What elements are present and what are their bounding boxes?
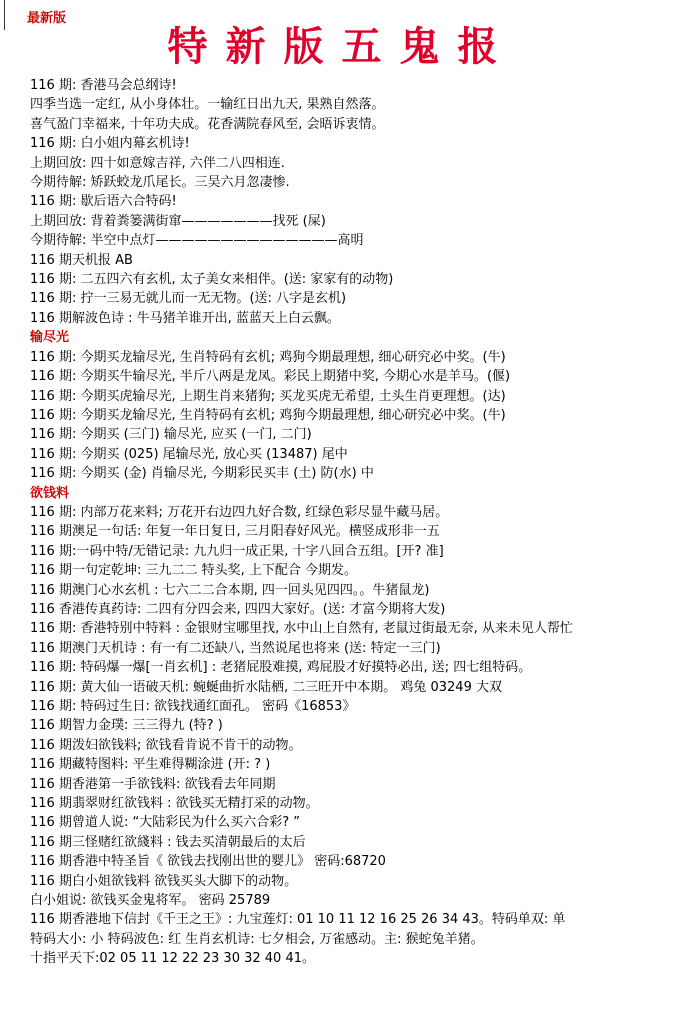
text-line: 特码大小: 小 特码波色: 红 生肖玄机诗: 七夕相会, 万雀感动。主: 猴蛇兔羊猪。 — [30, 931, 484, 947]
text-line: 116 香港传真药诗: 二四有分四会来, 四四大家好。(送: 才富今期将大发) — [30, 601, 446, 617]
text-line: 116 期曾道人说: “大陆彩民为什么买六合彩? ” — [30, 815, 300, 831]
text-line: 116 期: 内部万花来料; 万花开右边四九好合数, 红绿色彩尽显牛藏马居。 — [30, 504, 449, 520]
text-line: 116 期香港第一手欲钱料: 欲钱看去年同期 — [30, 776, 276, 792]
text-line: 116 期: 特码过生日: 欲钱找通红面孔。 密码《16853》 — [30, 699, 356, 714]
text-line: 116 期解波色诗 : 牛马猪羊谁开出, 蓝蓝天上白云飘。 — [30, 310, 340, 326]
text-line: 116 期: 二五四六有玄机, 太子美女来相伴。(送: 家家有的动物) — [30, 272, 394, 288]
text-line: 116 期白小姐欲钱料 欲钱买头大脚下的动物。 — [30, 873, 298, 889]
text-line: 上期回放: 四十如意嫁吉祥, 六伴二八四相连. — [30, 155, 285, 171]
text-line: 116 期澳门天机诗 : 有一有二还缺八, 当然说尾也将来 (送: 特定一三门) — [30, 640, 441, 656]
section-block-lose — [30, 348, 680, 484]
text-line: 116 期一句定乾坤: 三九二二 特头奖, 上下配合 今期发。 — [30, 563, 357, 579]
text-line: 116 期澳门心水玄机 : 七六二二合本期, 四一回头见四四。。牛猪鼠龙) — [30, 582, 430, 598]
section-block-money — [30, 503, 680, 969]
text-line: 喜气盈门幸福来, 十年功夫成。花香满院春风至, 会晤诉衷情。 — [30, 116, 385, 132]
text-line: 116 期三怪赌红欲綫料 : 钱去买清朝最后的太后 — [30, 834, 306, 850]
text-line: 116 期: 今期买虎输尽光, 上期生肖来猪狗; 买龙买虎无希望, 土头生肖更理想。(达) — [30, 388, 506, 404]
text-line: 116 期: 歇后语六合特码! — [30, 194, 177, 210]
content-body — [30, 76, 680, 969]
text-line: 116 期智力金璞: 三三得九 (特? ) — [30, 718, 223, 734]
text-line: 116 期: 香港特别中特料 : 金银财宝哪里找, 水中山上自然有, 老鼠过街最无奈, 从来未见人帮忙 — [30, 621, 573, 637]
text-line: 116 期天机报 AB — [30, 252, 133, 268]
section-heading-money: 欲钱料 — [30, 485, 70, 501]
text-line: 116 期: 今期买 (三门) 输尽光, 应买 (一门, 二门) — [30, 427, 312, 443]
text-line: 十指平天下:02 05 11 12 22 23 30 32 40 41。 — [30, 951, 315, 967]
edition-tag: 最新版 — [27, 11, 67, 26]
text-line: 116 期藏特图料: 平生难得糊涂进 (开: ? ) — [30, 757, 271, 773]
text-line: 116 期:一码中特/无错记录: 九九归一成正果, 十字八回合五组。[开? 准] — [30, 543, 444, 559]
text-line: 116 期: 香港马会总纲诗! — [30, 78, 177, 93]
text-line: 116 期: 今期买 (025) 尾输尽光, 放心买 (13487) 尾中 — [30, 446, 348, 462]
text-line: 116 期: 今期买 (金) 肖输尽光, 今期彩民买丰 (土) 防(水) 中 — [30, 466, 374, 482]
text-line: 116 期香港地下信封《千王之王》: 九宝莲灯: 01 10 11 12 16 25 26 34 43。特码单双: 单 — [30, 912, 566, 928]
text-line: 116 期香港中特圣旨《 欲钱去找刚出世的婴儿》 密码:68720 — [30, 854, 386, 870]
text-line: 116 期泼妇欲钱料; 欲钱看肯说不肯干的动物。 — [30, 737, 302, 753]
text-line: 116 期: 白小姐内幕玄机诗! — [30, 136, 190, 152]
section-block-poems — [30, 76, 680, 328]
text-line: 上期回放: 背着粪篓满街窜———————找死 (屎) — [30, 213, 326, 229]
text-line: 116 期澳足一句话: 年复一年日复日, 三月阳春好风光。横竖成形非一五 — [30, 524, 440, 540]
text-line: 四季当选一定红, 从小身体壮。一输红日出九天, 果熟自然落。 — [30, 97, 385, 113]
text-line: 今期待解: 矫跃蛟龙爪尾长。三吴六月忽凄惨. — [30, 175, 290, 191]
text-line: 116 期: 今期买龙输尽光, 生肖特码有玄机; 鸡狗今期最理想, 细心研究必中奖。(牛) — [30, 349, 506, 365]
text-line: 116 期: 今期买龙输尽光, 生肖特码有玄机; 鸡狗今期最理想, 细心研究必中奖。(牛) — [30, 407, 506, 423]
text-line: 116 期: 特码爆一爆[一肖玄机] : 老猪屁股难摸, 鸡屁股才好摸特必出, 送; 四七组特码。 — [30, 660, 532, 676]
text-line: 116 期: 今期买牛输尽光, 半斤八两是龙凤。彩民上期猪中奖, 今期心水是羊马。(偃) — [30, 369, 511, 385]
text-line: 今期待解: 半空中点灯——————————————高明 — [30, 233, 364, 249]
text-line: 116 期: 拧一三易无就儿而一无无物。(送: 八字是玄机) — [30, 291, 347, 307]
text-line: 白小姐说: 欲钱买金鬼将军。 密码 25789 — [30, 893, 271, 909]
text-line: 116 期翡翠财红欲钱料 : 欲钱买无精打采的动物。 — [30, 796, 319, 812]
page-title: 特新版五鬼报 — [167, 23, 516, 70]
text-line: 116 期: 黄大仙一语破天机: 蜿蜒曲折水陆栖, 二三旺开中本期。 鸡兔 03249 大双 — [30, 679, 502, 695]
section-heading-lose: 输尽光 — [30, 330, 70, 346]
